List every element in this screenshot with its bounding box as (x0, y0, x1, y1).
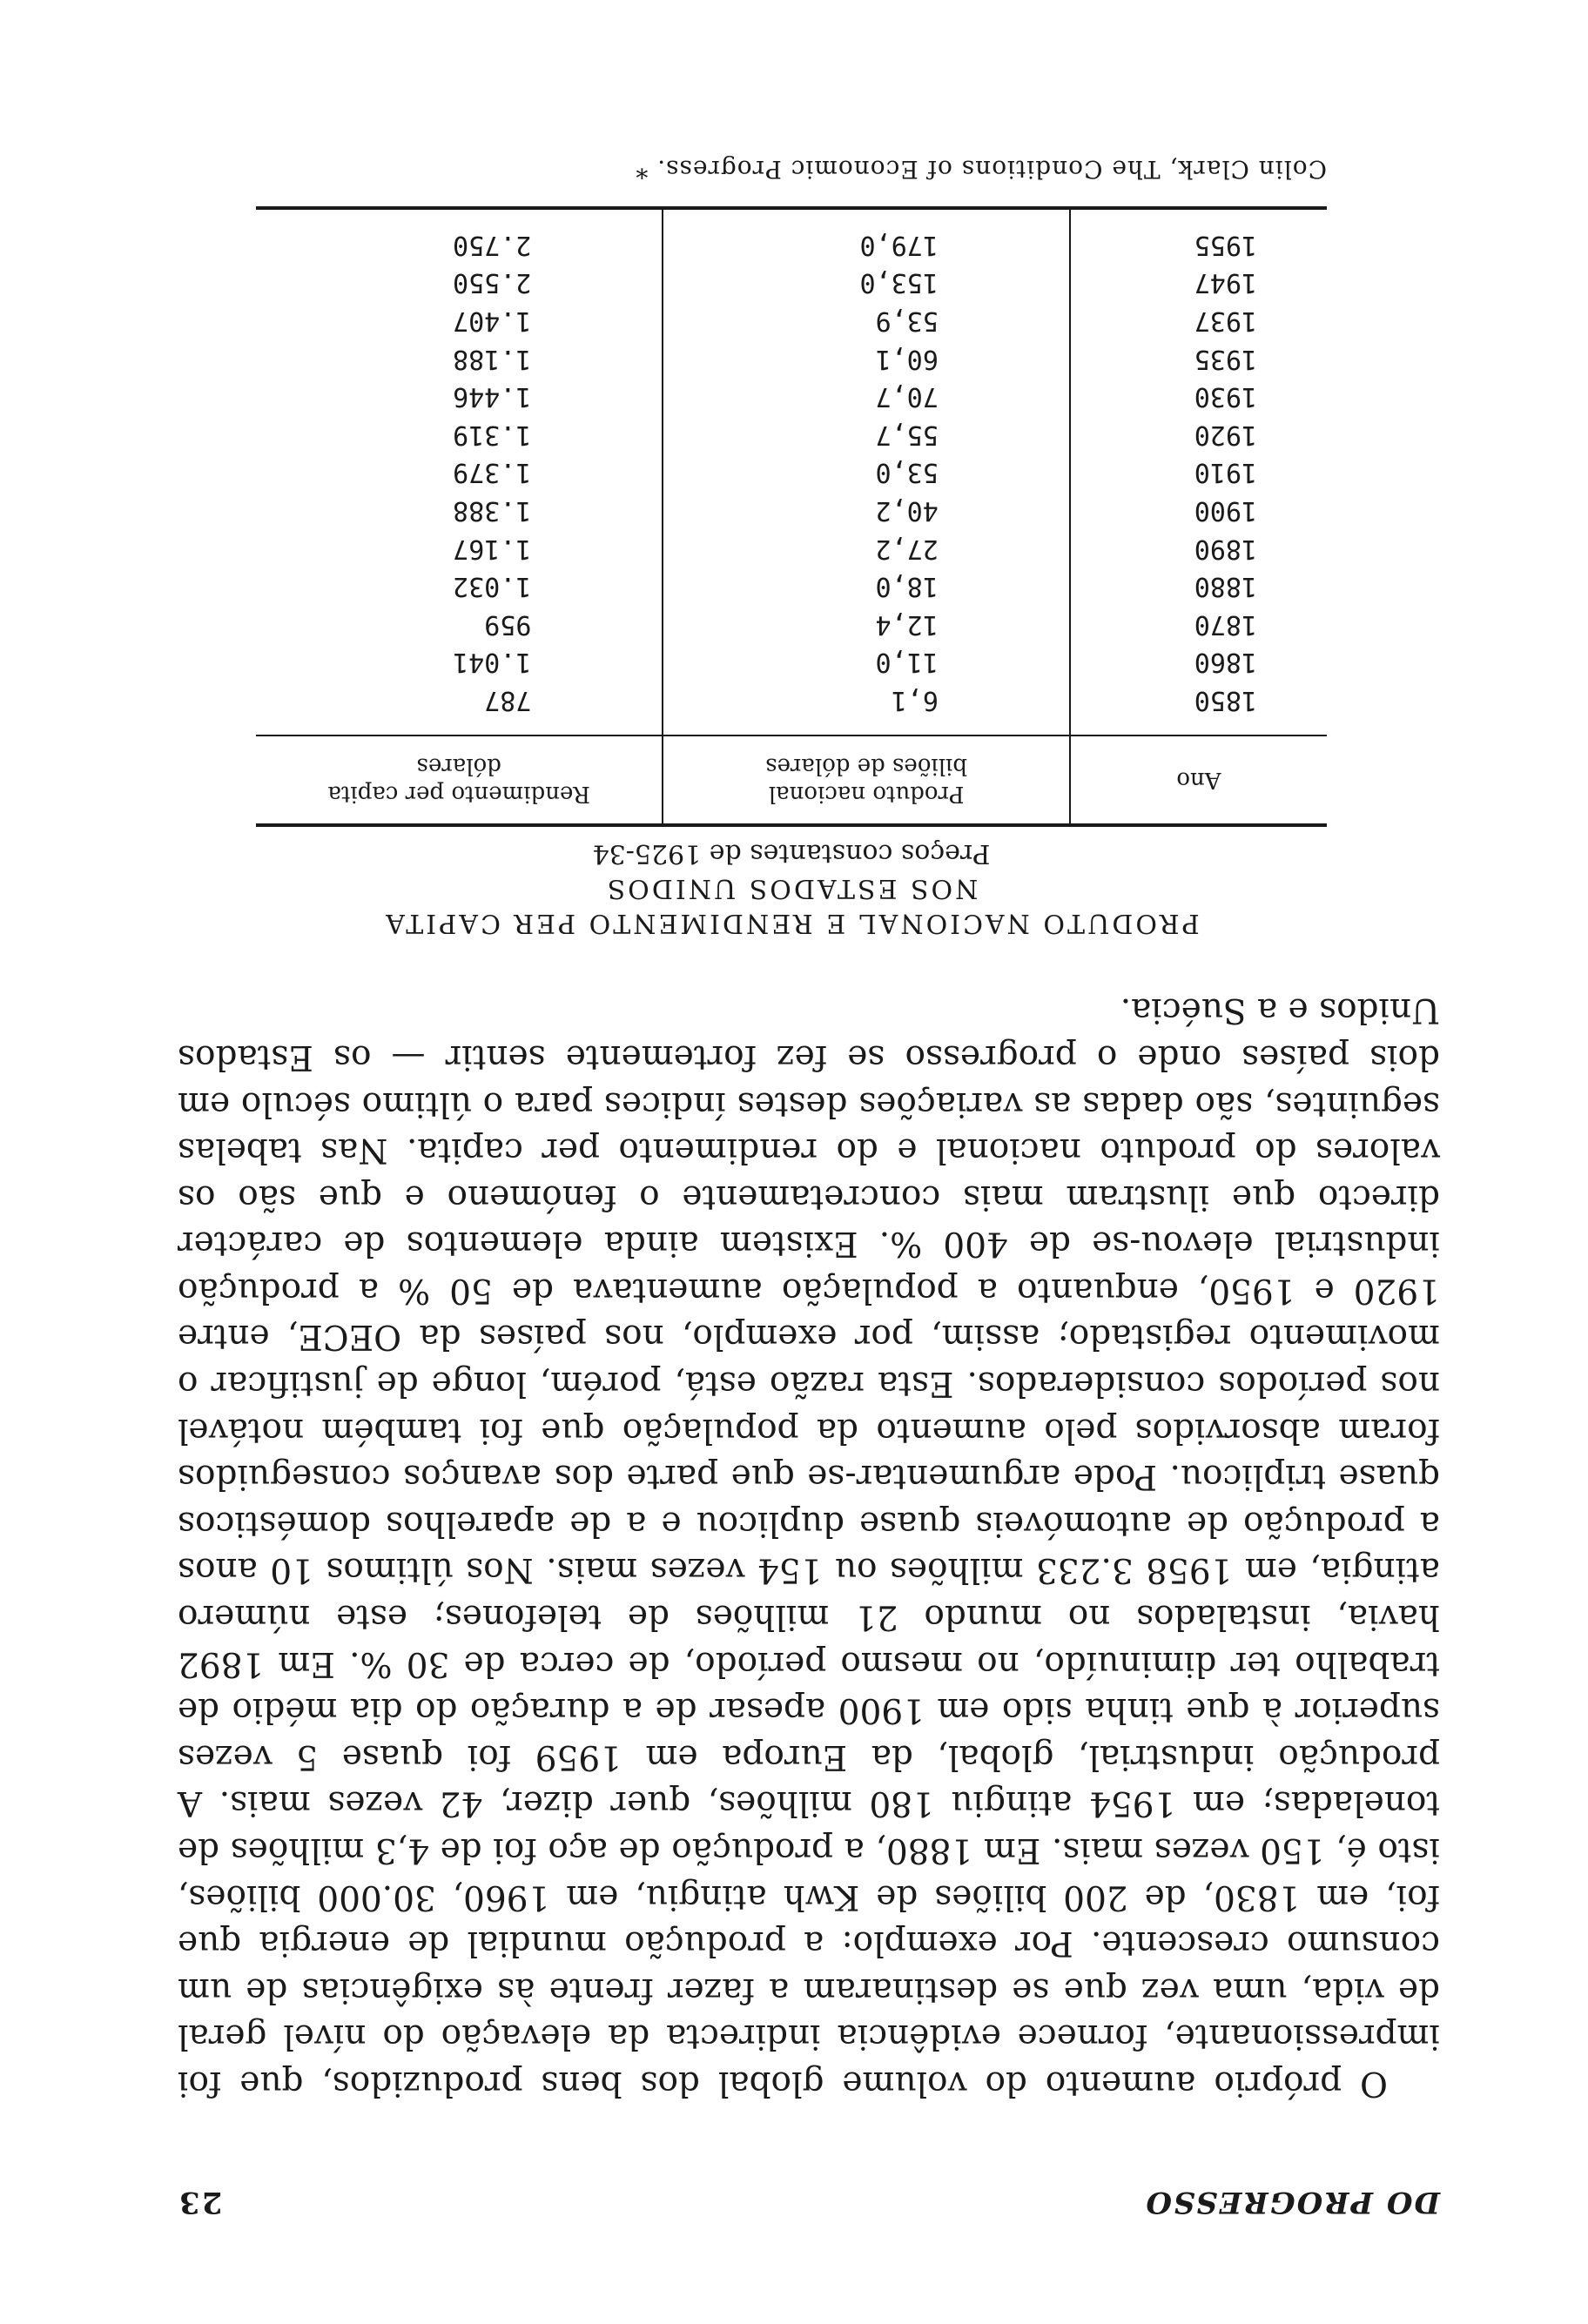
cell-product: 6,1 (663, 681, 1069, 735)
cell-year: 1870 (1194, 608, 1257, 640)
header-product-line-1: Produto nacional (768, 781, 965, 807)
cell-year: 1955 (1194, 229, 1257, 260)
body-paragraph: O próprio aumento do volume global dos bens produzidos, que foi impressionante, fornece evidência indirecta da elevação do nível geral de vida, uma vez que se destinaram a fazer frente às exigências de um consumo crescente. Por exemplo: a produção mundial de energia que foi, em 1830, de 200 biliões de Kwh atingiu, em 1960, 30.000 biliões, isto é, 150 vezes mais. Em 1880, a produção de aço foi de 4,3 milhões de toneladas; em 1954 atingiu 180 milhões, quer dizer, 42 vezes mais. A produção industrial, global, da Europa em 1959 foi quase 5 vezes superior à que tinha sido em 1900 apesar de a duração do dia médio de trabalho ter diminuído, no mesmo período, de cerca de 30 %. Em 1892 havia, instalados no mundo 21 milhões de telefones; este número atingia, em 1958 3.233 milhões ou 154 vezes mais. Nos últimos 10 anos a produção de automóveis quase duplicou e a de aparelhos domésticos quase triplicou. Pode argumentar-se que parte dos avanços conseguidos foram absorvidos pelo aumento da população que foi também notável nos períodos considerados. Esta razão está, porém, longe de justificar o movimento registado; assim, por exemplo, nos países da OECE, entre 1920 e 1950, enquanto a população aumentava de 50 % a produção industrial elevou-se de 400 %. Existem ainda elementos de carácter directo que ilustram mais concretamente o fenómeno e que são os valores do produto nacional e do rendimento per capita. Nas tabelas seguintes, são dadas as variações destes índices para o último século em dois países onde o progresso se fez fortemente sentir — os Estados Unidos e a Suécia. (178, 991, 1440, 2103)
cell-income: 1.388 (256, 491, 663, 529)
cell-product: 27,2 (663, 529, 1069, 568)
header-income-line-2: dólares (416, 753, 501, 779)
cell-income: 959 (256, 605, 663, 643)
header-product-line-2: biliões de dólares (765, 753, 968, 779)
cell-income: 1.319 (256, 415, 663, 453)
cell-product: 40,2 (663, 491, 1069, 529)
table-row (256, 339, 1327, 378)
cell-year: 1890 (1194, 533, 1257, 564)
table-row (256, 415, 1327, 453)
cell-income: 1.188 (256, 339, 663, 378)
cell-year: 1850 (1194, 685, 1257, 715)
cell-year: 1930 (1194, 381, 1257, 413)
cell-income: 2.750 (256, 208, 663, 264)
cell-year: 1880 (1194, 571, 1257, 602)
data-table (256, 206, 1327, 827)
header-product (663, 735, 1069, 825)
cell-product: 53,9 (663, 301, 1069, 339)
cell-year: 1947 (1194, 267, 1257, 299)
cell-product: 179,0 (663, 208, 1069, 264)
running-header (178, 2185, 1440, 2220)
running-title: DO PROGRESSO (1144, 2185, 1440, 2220)
cell-income: 1.041 (256, 643, 663, 682)
table-section (256, 155, 1327, 940)
header-year-label: Ano (1176, 767, 1221, 793)
table-row (256, 301, 1327, 339)
cell-product: 18,0 (663, 568, 1069, 606)
table-row (256, 208, 1327, 264)
table-title (256, 870, 1327, 940)
cell-product: 70,7 (663, 378, 1069, 416)
cell-income: 1.407 (256, 301, 663, 339)
table-header-row (256, 735, 1327, 825)
cell-year: 1910 (1194, 457, 1257, 488)
cell-income: 787 (256, 681, 663, 735)
body-text (178, 987, 1440, 2106)
cell-income: 1.379 (256, 453, 663, 492)
cell-year: 1935 (1194, 343, 1257, 374)
cell-year: 1860 (1194, 647, 1257, 678)
table-row (256, 529, 1327, 568)
table-row (256, 681, 1327, 735)
table-title-line-2: NOS ESTADOS UNIDOS (604, 873, 979, 903)
cell-product: 55,7 (663, 415, 1069, 453)
cell-year: 1900 (1194, 495, 1257, 527)
header-income-line-1: Rendimento per capita (327, 781, 590, 807)
table-subtitle: Preços constantes de 1925-34 (592, 838, 991, 869)
table-row (256, 453, 1327, 492)
cell-income: 1.167 (256, 529, 663, 568)
table-row (256, 605, 1327, 643)
table-title-line-1: PRODUTO NACIONAL E RENDIMENTO PER CAPITA (383, 908, 1200, 938)
table-row (256, 491, 1327, 529)
table-row (256, 264, 1327, 302)
cell-year: 1937 (1194, 306, 1257, 337)
cell-income: 2.550 (256, 264, 663, 302)
cell-income: 1.446 (256, 378, 663, 416)
table-source-note: Colin Clark, The Conditions of Economic Progress. * (635, 155, 1327, 185)
cell-product: 12,4 (663, 605, 1069, 643)
table-row (256, 568, 1327, 606)
cell-product: 53,0 (663, 453, 1069, 492)
header-year (1070, 735, 1327, 825)
cell-year: 1920 (1194, 419, 1257, 450)
table-row (256, 643, 1327, 682)
cell-income: 1.032 (256, 568, 663, 606)
cell-product: 60,1 (663, 339, 1069, 378)
header-income (256, 735, 663, 825)
table-row (256, 378, 1327, 416)
page-number: 23 (178, 2185, 223, 2220)
cell-product: 153,0 (663, 264, 1069, 302)
cell-product: 11,0 (663, 643, 1069, 682)
